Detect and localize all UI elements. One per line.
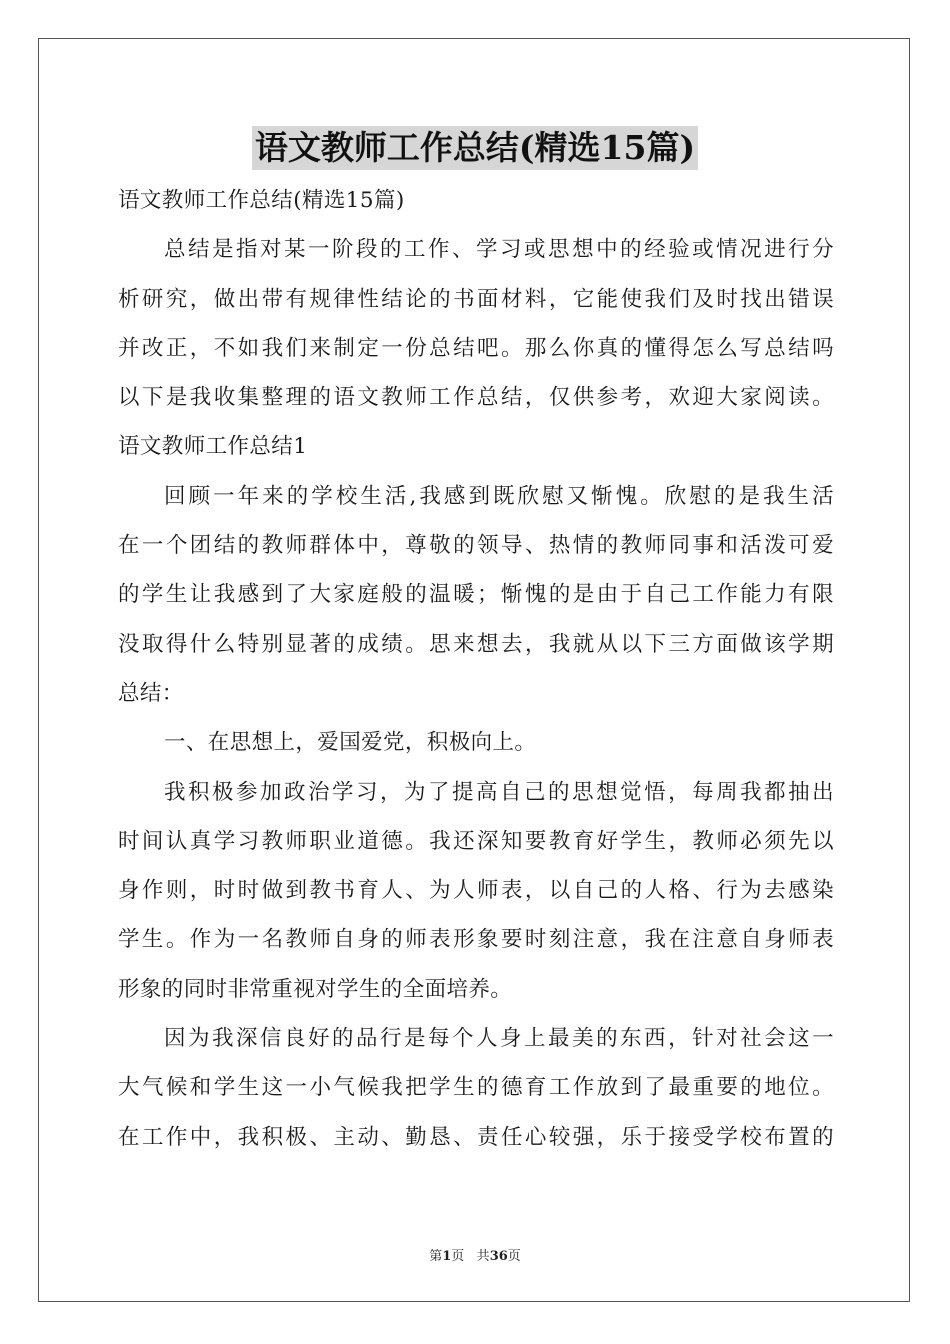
text-line: 大气候和学生这一小气候我把学生的德育工作放到了最重要的地位。 [118, 1075, 834, 1101]
page-number: 1 [442, 1249, 452, 1264]
text-line: 我积极参加政治学习，为了提高自己的思想觉悟，每周我都抽出 [164, 779, 834, 805]
text-line: 一、在思想上，爱国爱党，积极向上。 [164, 730, 537, 756]
page-prefix: 第 [429, 1249, 443, 1264]
text-line: 因为我深信良好的品行是每个人身上最美的东西，针对社会这一 [164, 1026, 834, 1052]
total-prefix: 共 [476, 1249, 490, 1264]
text-line: 语文教师工作总结(精选15篇) [118, 188, 405, 213]
text-line: 身作则，时时做到教书育人、为人师表，以自己的人格、行为去感染 [118, 878, 834, 904]
text-line: 学生。作为一名教师自身的师表形象要时刻注意，我在注意自身师表 [118, 927, 834, 953]
total-suffix: 页 [507, 1249, 521, 1264]
text-line: 形象的同时非常重视对学生的全面培养。 [118, 976, 513, 1002]
text-line: 总结： [118, 680, 184, 706]
text-line: 的学生让我感到了大家庭般的温暖；惭愧的是由于自己工作能力有限 [118, 582, 834, 608]
text-line: 析研究，做出带有规律性结论的书面材料，它能使我们及时找出错误 [118, 286, 834, 312]
title-container [0, 126, 950, 170]
text-line: 语文教师工作总结1 [118, 434, 308, 460]
text-line: 总结是指对某一阶段的工作、学习或思想中的经验或情况进行分 [164, 237, 834, 263]
text-line: 在一个团结的教师群体中，尊敬的领导、热情的教师同事和活泼可爱 [118, 533, 834, 559]
document-title: 语文教师工作总结(精选15篇) [252, 126, 698, 170]
text-line: 回顾一年来的学校生活,我感到既欣慰又惭愧。欣慰的是我生活 [164, 483, 834, 509]
text-line: 在工作中，我积极、主动、勤恳、责任心较强，乐于接受学校布置的 [118, 1124, 834, 1150]
text-line: 以下是我收集整理的语文教师工作总结，仅供参考，欢迎大家阅读。 [118, 385, 834, 411]
document-body [118, 176, 834, 1162]
page-suffix: 页 [451, 1249, 465, 1264]
page-footer [0, 1245, 950, 1264]
text-line: 并改正，不如我们来制定一份总结吧。那么你真的懂得怎么写总结吗 [118, 335, 834, 361]
text-line: 时间认真学习教师职业道德。我还深知要教育好学生，教师必须先以 [118, 828, 834, 854]
text-line: 没取得什么特别显著的成绩。思来想去，我就从以下三方面做该学期 [118, 631, 834, 657]
total-pages: 36 [489, 1249, 508, 1264]
